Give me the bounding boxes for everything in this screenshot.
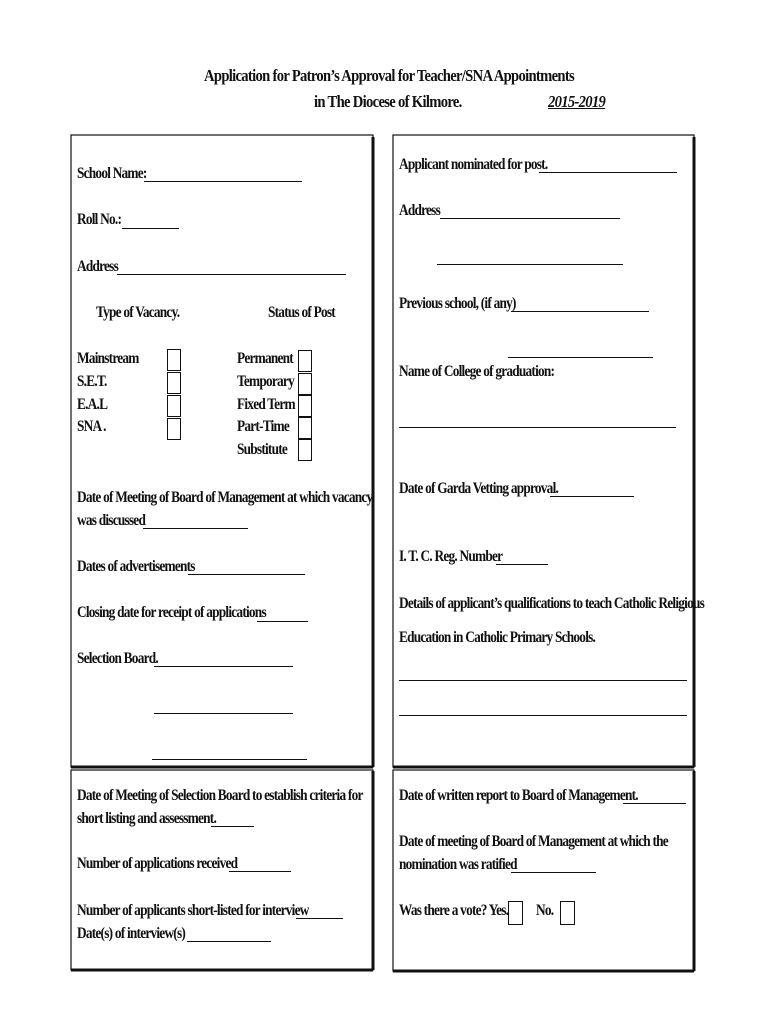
vacancy-mainstream-checkbox[interactable] (167, 349, 181, 371)
board-meeting-label-line1: Date of Meeting of Board of Management at which vacancy (77, 489, 373, 506)
selection-meeting-date-field[interactable] (211, 826, 254, 827)
vote-question-label: Was there a vote? Yes. (399, 902, 509, 919)
board-meeting-date-field[interactable] (143, 528, 248, 529)
written-report-label: Date of written report to Board of Management. (399, 787, 638, 804)
status-part-time-checkbox[interactable] (298, 417, 312, 439)
college-field[interactable] (399, 427, 676, 428)
vacancy-sna-checkbox[interactable] (167, 418, 181, 440)
applicant-nominated-field[interactable] (539, 172, 677, 173)
school-name-field[interactable] (144, 181, 302, 182)
closing-date-label: Closing date for receipt of applications (77, 604, 266, 621)
applicant-address-label: Address (399, 202, 441, 219)
shortlisted-label: Number of applicants short-listed for interview (77, 902, 309, 919)
qualifications-label-line1: Details of applicant’s qualifications to teach Catholic Religious (399, 595, 705, 612)
shortlisted-field[interactable] (296, 918, 343, 919)
selection-board-member-field-2[interactable] (154, 713, 293, 714)
selection-board-member-field-3[interactable] (152, 759, 307, 760)
vacancy-set-checkbox[interactable] (167, 372, 181, 394)
form-years: 2015-2019 (548, 92, 606, 111)
board-meeting-label-line2: was discussed (77, 512, 146, 529)
ratified-label-line2: nomination was ratified (399, 856, 517, 873)
status-fixed-term-checkbox[interactable] (298, 395, 312, 417)
applicant-address-field-1[interactable] (440, 218, 620, 219)
vacancy-sna-label: SNA . (77, 418, 106, 435)
written-report-date-field[interactable] (623, 803, 686, 804)
roll-no-label: Roll No.: (77, 211, 122, 228)
selection-board-label: Selection Board. (77, 650, 158, 667)
closing-date-field[interactable] (257, 621, 308, 622)
interview-dates-label: Date(s) of interview(s) (77, 925, 186, 942)
vacancy-set-label: S.E.T. (77, 373, 107, 390)
vote-no-checkbox[interactable] (560, 901, 575, 925)
form-title-line1: Application for Patron’s Approval for Teacher/SNA Appointments (204, 66, 575, 85)
status-permanent-checkbox[interactable] (298, 350, 312, 372)
selection-meeting-label-line1: Date of Meeting of Selection Board to establish criteria for (77, 787, 363, 804)
qualifications-field-1[interactable] (399, 680, 687, 681)
interview-dates-field[interactable] (187, 941, 271, 942)
status-substitute-label: Substitute (237, 441, 288, 458)
status-substitute-checkbox[interactable] (298, 439, 312, 461)
status-temporary-checkbox[interactable] (298, 373, 312, 395)
ratified-label-line1: Date of meeting of Board of Management at which the (399, 833, 668, 850)
school-address-field[interactable] (117, 274, 346, 275)
applications-received-field[interactable] (229, 871, 291, 872)
status-fixed-term-label: Fixed Term (237, 396, 295, 413)
qualifications-label-line2: Education in Catholic Primary Schools. (399, 629, 596, 646)
itc-reg-field[interactable] (496, 564, 548, 565)
selection-meeting-label-line2: short listing and assessment. (77, 810, 217, 827)
type-of-vacancy-heading: Type of Vacancy. (96, 304, 180, 321)
garda-vetting-label: Date of Garda Vetting approval. (399, 480, 559, 497)
status-of-post-heading: Status of Post (268, 304, 335, 321)
vacancy-eal-checkbox[interactable] (167, 395, 181, 417)
advertisements-dates-field[interactable] (188, 574, 305, 575)
status-temporary-label: Temporary (237, 373, 294, 390)
previous-school-field-2[interactable] (508, 357, 653, 358)
college-label: Name of College of graduation: (399, 363, 555, 380)
vote-no-label: No. (536, 902, 554, 919)
roll-no-field[interactable] (122, 228, 179, 229)
previous-school-label: Previous school, (if any) (399, 295, 516, 312)
garda-vetting-date-field[interactable] (550, 496, 634, 497)
qualifications-field-2[interactable] (399, 715, 687, 716)
form-title-line2: in The Diocese of Kilmore. (314, 92, 462, 111)
school-address-label: Address (77, 258, 119, 275)
selection-board-member-field-1[interactable] (154, 666, 293, 667)
applicant-nominated-label: Applicant nominated for post. (399, 156, 548, 173)
vacancy-eal-label: E.A.L (77, 396, 108, 413)
ratified-date-field[interactable] (511, 872, 596, 873)
vote-yes-checkbox[interactable] (508, 901, 523, 925)
itc-reg-label: I. T. C. Reg. Number (399, 548, 503, 565)
applicant-address-field-2[interactable] (437, 264, 623, 265)
status-permanent-label: Permanent (237, 350, 293, 367)
previous-school-field[interactable] (511, 311, 649, 312)
school-name-label: School Name: (77, 165, 147, 182)
status-part-time-label: Part-Time (237, 418, 290, 435)
applications-received-label: Number of applications received (77, 855, 238, 872)
advertisements-label: Dates of advertisements (77, 558, 195, 575)
vacancy-mainstream-label: Mainstream (77, 350, 139, 367)
